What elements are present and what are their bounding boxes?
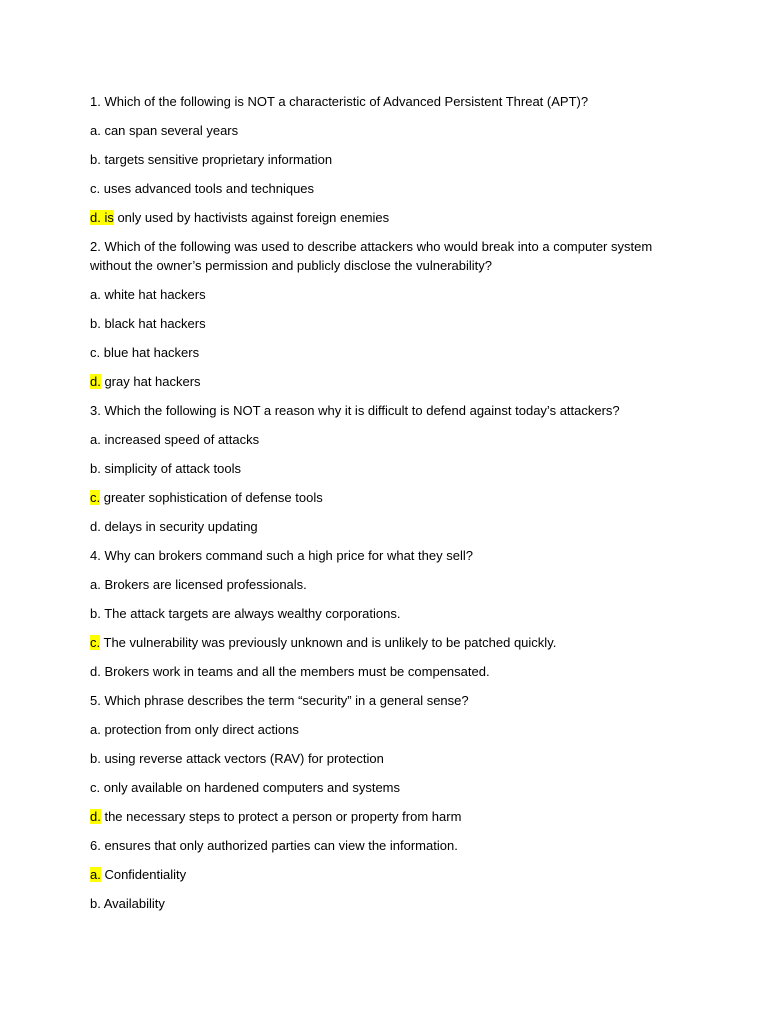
question-text [90, 691, 680, 710]
answer-option [90, 517, 680, 536]
highlighted-answer-marker: c. [90, 490, 101, 505]
question-text [90, 92, 680, 111]
answer-option [90, 372, 680, 391]
line-text: b. using reverse attack vectors (RAV) for protection [90, 751, 384, 766]
answer-option [90, 778, 680, 797]
line-text: 3. Which the following is NOT a reason why it is difficult to defend against today’s attackers? [90, 403, 620, 418]
line-text: a. protection from only direct actions [90, 722, 299, 737]
line-text: 4. Why can brokers command such a high price for what they sell? [90, 548, 473, 563]
highlighted-answer-marker: d. [90, 374, 101, 389]
line-text: greater sophistication of defense tools [100, 490, 323, 505]
answer-option [90, 865, 680, 884]
line-text: only used by hactivists against foreign enemies [113, 210, 390, 225]
line-text: b. black hat hackers [90, 316, 206, 331]
answer-option [90, 894, 680, 913]
line-text: a. can span several years [90, 123, 239, 138]
highlighted-answer-marker: c. [90, 635, 101, 650]
answer-option [90, 150, 680, 169]
question-text [90, 546, 680, 565]
line-text: 5. Which phrase describes the term “security” in a general sense? [90, 693, 469, 708]
line-text: a. white hat hackers [90, 287, 206, 302]
question-text [90, 237, 680, 275]
line-text: the necessary steps to protect a person or property from harm [100, 809, 462, 824]
answer-option [90, 575, 680, 594]
answer-option [90, 179, 680, 198]
answer-option [90, 633, 680, 652]
line-text: c. uses advanced tools and techniques [90, 181, 315, 196]
answer-option [90, 285, 680, 304]
question-text [90, 836, 680, 855]
line-text: b. The attack targets are always wealthy corporations. [90, 606, 401, 621]
answer-option [90, 749, 680, 768]
line-text: 1. Which of the following is NOT a characteristic of Advanced Persistent Threat (APT)? [90, 94, 589, 109]
quiz-content [90, 92, 680, 923]
line-text: 6. ensures that only authorized parties can view the information. [90, 838, 458, 853]
answer-option [90, 720, 680, 739]
line-text: c. blue hat hackers [90, 345, 200, 360]
line-text: a. Brokers are licensed professionals. [90, 577, 307, 592]
answer-option [90, 208, 680, 227]
line-text: d. Brokers work in teams and all the members must be compensated. [90, 664, 490, 679]
highlighted-answer-marker: d. is [90, 210, 114, 225]
line-text: d. delays in security updating [90, 519, 258, 534]
answer-option [90, 662, 680, 681]
answer-option [90, 488, 680, 507]
line-text: b. Availability [90, 896, 165, 911]
answer-option [90, 314, 680, 333]
answer-option [90, 121, 680, 140]
line-text: The vulnerability was previously unknown and is unlikely to be patched quickly. [100, 635, 557, 650]
line-text: Confidentiality [100, 867, 187, 882]
question-text [90, 401, 680, 420]
answer-option [90, 459, 680, 478]
line-text: 2. Which of the following was used to describe attackers who would break into a computer system without the owner’s permission and publicly disclose the vulnerability? [90, 239, 653, 273]
highlighted-answer-marker: a. [90, 867, 101, 882]
answer-option [90, 807, 680, 826]
answer-option [90, 343, 680, 362]
line-text: b. simplicity of attack tools [90, 461, 241, 476]
answer-option [90, 604, 680, 623]
line-text: a. increased speed of attacks [90, 432, 260, 447]
highlighted-answer-marker: d. [90, 809, 101, 824]
line-text: c. only available on hardened computers and systems [90, 780, 401, 795]
line-text: gray hat hackers [100, 374, 201, 389]
line-text: b. targets sensitive proprietary information [90, 152, 333, 167]
answer-option [90, 430, 680, 449]
